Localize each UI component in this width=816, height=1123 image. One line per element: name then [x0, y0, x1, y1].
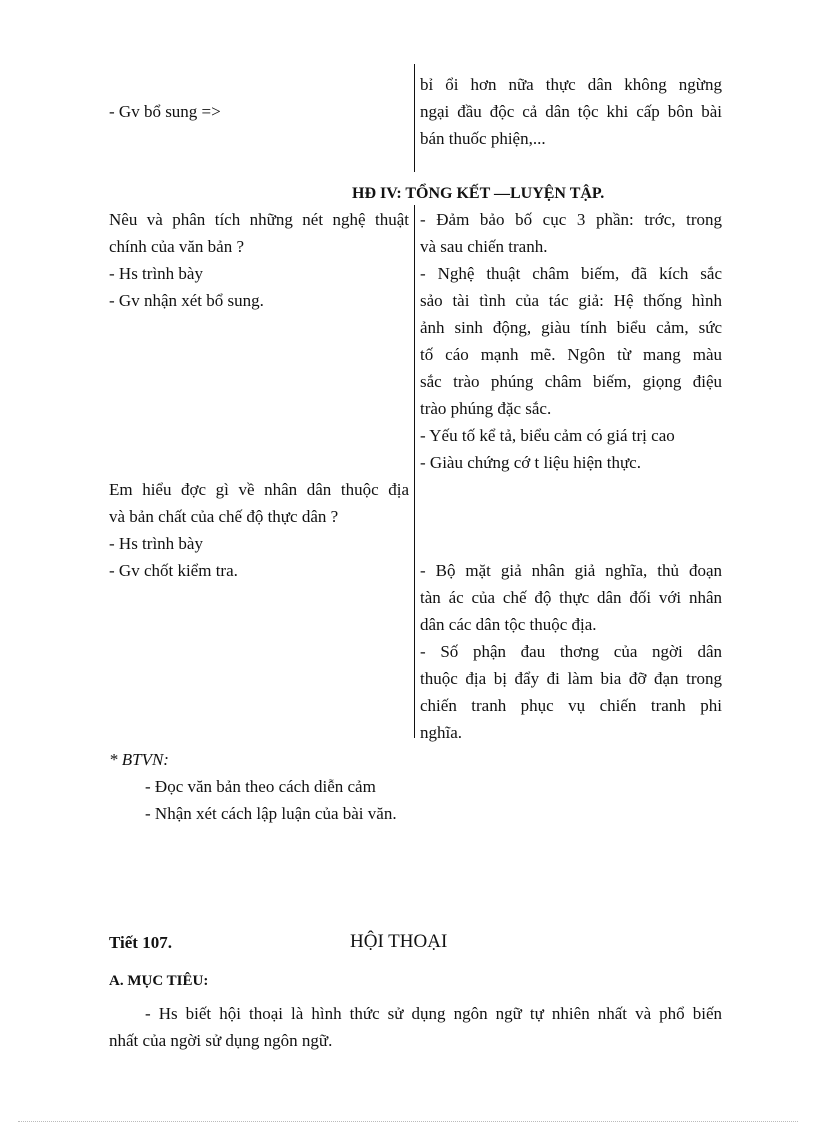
right-col-line: sắc trào phúng châm biếm, giọng điệu	[420, 372, 722, 391]
left-col-line: chính của văn bản ?	[109, 237, 244, 256]
column-divider-main	[414, 205, 415, 738]
left-col-line: - Hs trình bày	[109, 534, 203, 553]
right-col-line: tố cáo mạnh mẽ. Ngôn từ mang màu	[420, 345, 722, 364]
right-col-line: - Bộ mặt giả nhân giả nghĩa, thủ đoạn	[420, 561, 722, 580]
objective-paragraph-line: - Hs biết hội thoại là hình thức sử dụng ngôn ngữ tự nhiên nhất và phổ biến	[145, 1004, 722, 1023]
activity-heading	[352, 184, 604, 204]
right-col-line: tàn ác của chế độ thực dân đối với nhân	[420, 588, 722, 607]
lesson-title: HỘI THOẠI	[350, 931, 448, 952]
left-col-line: - Hs trình bày	[109, 264, 203, 283]
activity-label: HĐ IV	[352, 185, 397, 202]
right-col-line: bán thuốc phiện,...	[420, 129, 546, 148]
right-col-line: - Đảm bảo bố cục 3 phần: trớc, trong	[420, 210, 722, 229]
left-col-line: - Gv nhận xét bổ sung.	[109, 291, 264, 310]
left-col-line: Nêu và phân tích những nét nghệ thuật	[109, 210, 409, 229]
right-col-line: trào phúng đặc sắc.	[420, 399, 552, 418]
right-col-line: dân các dân tộc thuộc địa.	[420, 615, 597, 634]
page-bottom-border	[18, 1121, 798, 1122]
right-col-line: ngại đầu độc cả dân tộc khi cấp bôn bài	[420, 102, 722, 121]
objective-paragraph-line: nhất của ngời sử dụng ngôn ngữ.	[109, 1031, 333, 1050]
right-col-line: thuộc địa bị đẩy đi làm bia đỡ đạn trong	[420, 669, 722, 688]
left-col-line: - Gv bổ sung =>	[109, 102, 221, 121]
homework-title: * BTVN:	[109, 750, 169, 769]
section-a-heading: A. MỤC TIÊU:	[109, 973, 209, 989]
left-col-line: - Gv chốt kiểm tra.	[109, 561, 238, 580]
right-col-line: và sau chiến tranh.	[420, 237, 548, 256]
right-col-line: - Giàu chứng cớ t liệu hiện thực.	[420, 453, 641, 472]
right-col-line: ảnh sinh động, giàu tính biểu cảm, sức	[420, 318, 722, 337]
right-col-line: chiến tranh phục vụ chiến tranh phi	[420, 696, 722, 715]
right-col-line: nghĩa.	[420, 723, 463, 742]
right-col-line: - Nghệ thuật châm biếm, đã kích sắc	[420, 264, 722, 283]
lesson-number: Tiết 107.	[109, 933, 172, 952]
homework-item: - Nhận xét cách lập luận của bài văn.	[145, 804, 397, 823]
right-col-line: bỉ ổi hơn nữa thực dân không ngừng	[420, 75, 722, 94]
column-divider-top	[414, 64, 415, 172]
homework-item: - Đọc văn bản theo cách diễn cảm	[145, 777, 376, 796]
right-col-line: - Số phận đau thơng của ngời dân	[420, 642, 722, 661]
right-col-line: sảo tài tình của tác giả: Hệ thống hình	[420, 291, 722, 310]
left-col-line: và bản chất của chế độ thực dân ?	[109, 507, 339, 526]
right-col-line: - Yếu tố kể tả, biểu cảm có giá trị cao	[420, 426, 675, 445]
left-col-line: Em hiểu đợc gì về nhân dân thuộc địa	[109, 480, 409, 499]
activity-title: : TỔNG KẾT —LUYỆN TẬP.	[396, 185, 605, 202]
